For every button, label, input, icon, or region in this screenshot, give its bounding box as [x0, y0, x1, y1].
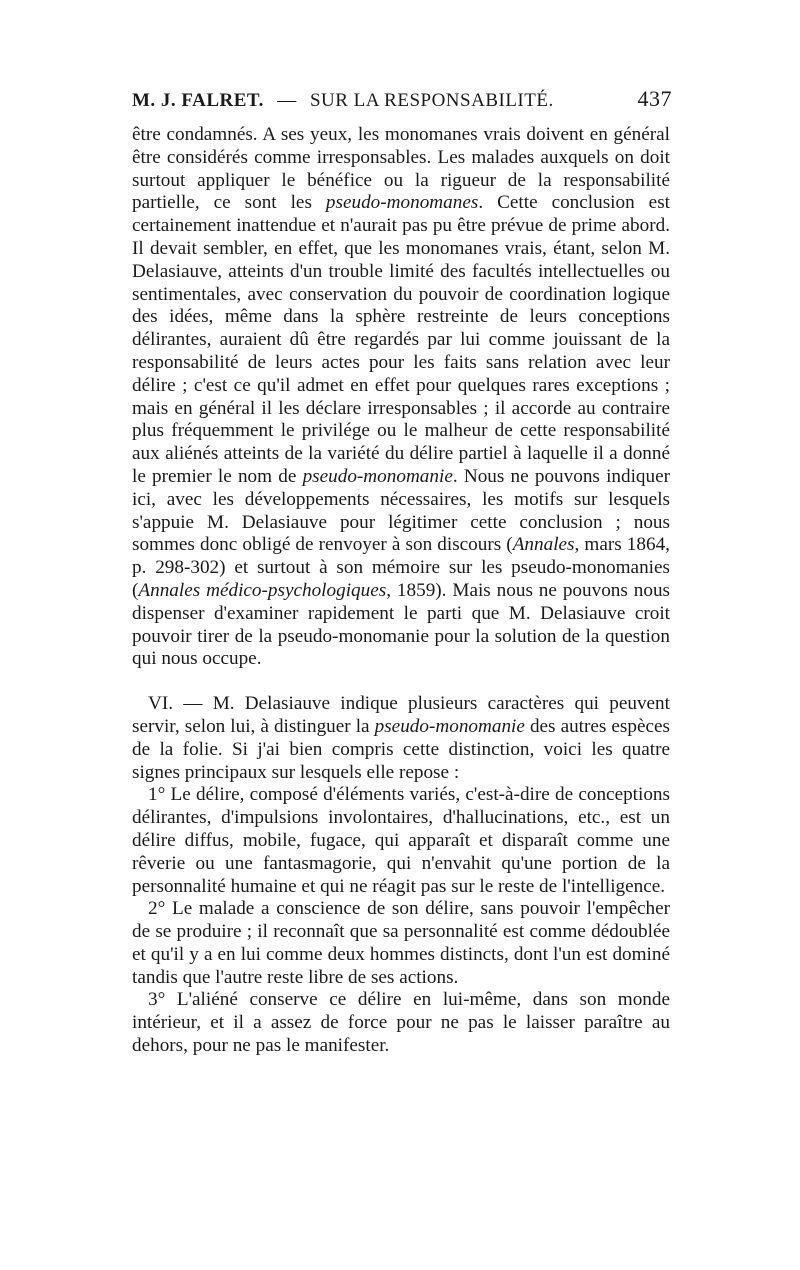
- italic-text: pseudo-monomanes: [325, 192, 479, 214]
- paragraph-sign-2: [132, 898, 670, 989]
- text-run: des autres espèces de la folie. Si j'ai bien compris cette distinction, voici les quatre signes principaux sur lesquels elle repose :: [132, 715, 671, 783]
- page-number: 437: [637, 86, 672, 111]
- paragraph-sign-3: [132, 989, 670, 1057]
- italic-text: Annales médico-psychologiques: [138, 579, 387, 601]
- text-run: 2° Le malade a conscience de son délire, sans pouvoir l'empêcher de se produire ; il reconnaît que sa personnalité est comme dédoublée et qu'il y a en lui comme deux hommes distincts, dont l'un est dominé tandis que l'autre reste libre de ses actions.: [132, 898, 670, 988]
- page-body: [132, 124, 670, 1058]
- text-run: . Nous ne pouvons indiquer ici, avec les développements nécessaires, les motifs sur lesquels s'appuie M. Delasiauve pour légitimer cette conclusion ; nous sommes donc obligé de renvoyer à son discours (: [132, 465, 671, 556]
- text-run: , 1859). Mais nous ne pouvons nous dispenser d'examiner rapidement le parti que M. Delasiauve croit pouvoir tirer de la pseudo-monomanie pour la solution de la question qui nous occupe.: [132, 579, 670, 670]
- text-run: être condamnés. A ses yeux, les monomanes vrais doivent en général être considérés comme irresponsables. Les malades auxquels on doit surtout appliquer le bénéfice ou la rigueur de la responsabilité partielle, ce sont les: [132, 124, 670, 214]
- text-run: VI. — M. Delasiauve indique plusieurs caractères qui peuvent servir, selon lui, à distinguer la: [132, 693, 670, 737]
- italic-text: pseudo-monomanie: [374, 715, 525, 737]
- header-left: [132, 90, 554, 112]
- text-run: 3° L'aliéné conserve ce délire en lui-même, dans son monde intérieur, et il a assez de force pour ne pas le laisser paraître au dehors, pour ne pas le manifester.: [132, 989, 670, 1057]
- header-author: M. J. FALRET.: [132, 90, 264, 111]
- header-dash: —: [277, 90, 297, 111]
- text-run: . Cette conclusion est certainement inattendue et n'aurait pas pu être prévue de prime abord. Il devait sembler, en effet, que les monomanes vrais, étant, selon M. Delasiauve, atteints d'un trouble limité des facultés intellectuelles ou sentimentales, avec conservation du pouvoir de coordination logique des idées, même dans la sphère restreinte de leurs conceptions délirantes, auraient dû être regardés par lui comme jouissant de la responsabilité de leurs actes pour les faits sans relation avec leur délire ; c'est ce qu'il admet en effet pour quelques rares exceptions ; mais en général il les déclare irresponsables ; il accorde au contraire plus fréquemment le privilége ou le malheur de cette responsabilité aux aliénés atteints de la variété du délire partiel à laquelle il a donné le premier le nom de: [132, 192, 670, 487]
- running-header: [132, 86, 672, 112]
- paragraph-section-vi: [132, 693, 670, 784]
- italic-text: pseudo-monomanie: [302, 465, 453, 487]
- paragraph-sign-1: [132, 784, 670, 898]
- header-title: SUR LA RESPONSABILITÉ.: [309, 90, 554, 111]
- text-run: 1° Le délire, composé d'éléments variés, c'est-à-dire de conceptions délirantes, d'impulsions involontaires, d'hallucinations, etc., est un délire diffus, mobile, fugace, qui apparaît et disparaît comme une rêverie ou une fantasmagorie, qui n'envahit qu'une portion de la personnalité humaine et qui ne réagit pas sur le reste de l'intelligence.: [132, 784, 670, 897]
- italic-text: Annales: [512, 534, 575, 556]
- text-run: , mars 1864, p. 298-302) et surtout à son mémoire sur les pseudo-monomanies (: [132, 534, 670, 601]
- paragraph-1: [132, 124, 670, 671]
